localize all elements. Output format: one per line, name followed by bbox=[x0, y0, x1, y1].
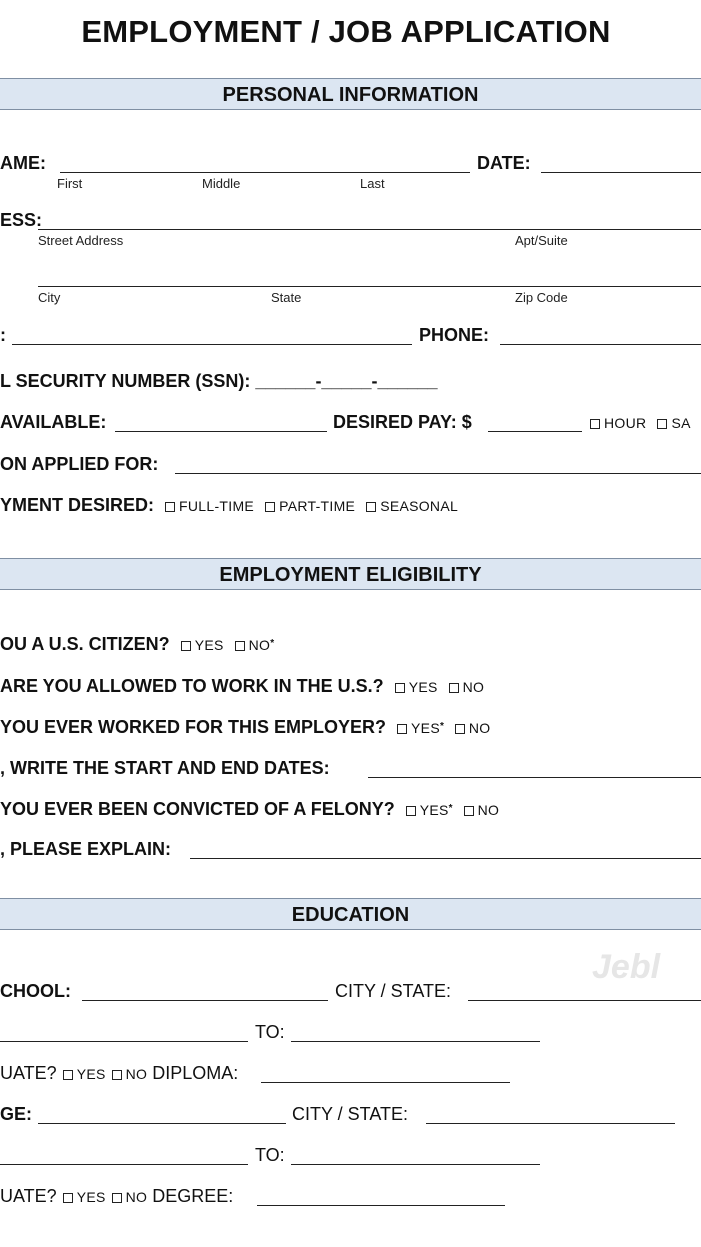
explain-label: , PLEASE EXPLAIN: bbox=[0, 839, 172, 859]
part-time-label: PART-TIME bbox=[279, 498, 356, 514]
city-caption: City bbox=[38, 290, 61, 305]
felony-question: YOU EVER BEEN CONVICTED OF A FELONY? bbox=[0, 799, 395, 819]
no-label: NO bbox=[468, 720, 491, 736]
no-label: NO bbox=[248, 637, 271, 653]
date-label: DATE: bbox=[477, 153, 531, 173]
school-graduate-yes-checkbox[interactable] bbox=[63, 1070, 73, 1080]
worked-no-checkbox[interactable] bbox=[455, 724, 465, 734]
part-time-checkbox[interactable] bbox=[265, 502, 275, 512]
allowed-question-row bbox=[0, 675, 484, 698]
college-from-field[interactable] bbox=[0, 1164, 248, 1165]
felony-question-row bbox=[0, 798, 499, 821]
date-available-field[interactable] bbox=[115, 431, 327, 432]
allowed-question: ARE YOU ALLOWED TO WORK IN THE U.S.? bbox=[0, 676, 384, 696]
asterisk: * bbox=[439, 721, 444, 732]
no-label: NO bbox=[462, 679, 485, 695]
college-graduate-row bbox=[0, 1185, 233, 1208]
diploma-field[interactable] bbox=[261, 1082, 510, 1083]
no-label: NO bbox=[125, 1066, 148, 1082]
high-school-field[interactable] bbox=[82, 1000, 328, 1001]
college-to-field[interactable] bbox=[291, 1164, 540, 1165]
school-graduate-row bbox=[0, 1062, 238, 1085]
ssn-field[interactable]: ______-_____-______ bbox=[255, 371, 438, 391]
salary-checkbox[interactable] bbox=[657, 419, 667, 429]
pay-period-options bbox=[584, 411, 691, 434]
hour-option-label: HOUR bbox=[604, 415, 647, 431]
yes-label: YES bbox=[194, 637, 224, 653]
name-last-caption: Last bbox=[360, 176, 385, 191]
dates-field[interactable] bbox=[368, 777, 701, 778]
citizen-no-checkbox[interactable] bbox=[235, 641, 245, 651]
city-state-zip-field[interactable] bbox=[38, 286, 701, 287]
yes-label: YES bbox=[408, 679, 438, 695]
section-header-eligibility: EMPLOYMENT ELIGIBILITY bbox=[0, 558, 701, 590]
seasonal-checkbox[interactable] bbox=[366, 502, 376, 512]
worked-question: YOU EVER WORKED FOR THIS EMPLOYER? bbox=[0, 717, 387, 737]
explain-field[interactable] bbox=[190, 858, 701, 859]
desired-pay-label: DESIRED PAY: $ bbox=[333, 412, 472, 432]
email-field[interactable] bbox=[12, 344, 412, 345]
dates-label: , WRITE THE START AND END DATES: bbox=[0, 758, 330, 778]
citizen-yes-checkbox[interactable] bbox=[181, 641, 191, 651]
degree-label: DEGREE: bbox=[152, 1186, 234, 1206]
ssn-label: L SECURITY NUMBER (SSN): ______-_____-______ bbox=[0, 371, 438, 391]
school-graduate-no-checkbox[interactable] bbox=[112, 1070, 122, 1080]
position-applied-label: ON APPLIED FOR: bbox=[0, 454, 159, 474]
school-city-state-field[interactable] bbox=[468, 1000, 701, 1001]
apt-suite-caption: Apt/Suite bbox=[515, 233, 568, 248]
date-field[interactable] bbox=[541, 172, 701, 173]
phone-label: PHONE: bbox=[419, 325, 490, 345]
college-city-state-field[interactable] bbox=[426, 1123, 675, 1124]
position-applied-field[interactable] bbox=[175, 473, 701, 474]
section-header-education: EDUCATION bbox=[0, 898, 701, 930]
section-header-personal: PERSONAL INFORMATION bbox=[0, 78, 701, 110]
hour-checkbox[interactable] bbox=[590, 419, 600, 429]
diploma-label: DIPLOMA: bbox=[152, 1063, 239, 1083]
citizen-question-row bbox=[0, 633, 274, 656]
felony-no-checkbox[interactable] bbox=[464, 806, 474, 816]
employment-desired-row bbox=[0, 494, 458, 517]
street-address-field[interactable] bbox=[38, 229, 701, 230]
allowed-no-checkbox[interactable] bbox=[449, 683, 459, 693]
worked-question-row bbox=[0, 716, 491, 739]
page-title: EMPLOYMENT / JOB APPLICATION bbox=[81, 14, 611, 49]
address-label: ESS: bbox=[0, 210, 43, 230]
college-to-label: TO: bbox=[255, 1145, 285, 1165]
seasonal-label: SEASONAL bbox=[380, 498, 459, 514]
employment-desired-label: YMENT DESIRED: bbox=[0, 495, 155, 515]
college-graduate-no-checkbox[interactable] bbox=[112, 1193, 122, 1203]
phone-field[interactable] bbox=[500, 344, 701, 345]
worked-yes-checkbox[interactable] bbox=[397, 724, 407, 734]
college-label: GE: bbox=[0, 1104, 33, 1124]
zip-code-caption: Zip Code bbox=[515, 290, 568, 305]
name-label: AME: bbox=[0, 153, 46, 173]
school-to-field[interactable] bbox=[291, 1041, 540, 1042]
yes-label: YES bbox=[76, 1066, 106, 1082]
watermark-logo: Jebl bbox=[592, 948, 661, 986]
school-from-field[interactable] bbox=[0, 1041, 248, 1042]
degree-field[interactable] bbox=[257, 1205, 505, 1206]
yes-label: YES bbox=[76, 1189, 106, 1205]
college-graduate-yes-checkbox[interactable] bbox=[63, 1193, 73, 1203]
yes-label: YES bbox=[411, 720, 440, 736]
street-address-caption: Street Address bbox=[38, 233, 124, 248]
salary-option-label: SA bbox=[671, 415, 691, 431]
school-to-label: TO: bbox=[255, 1022, 285, 1042]
felony-yes-checkbox[interactable] bbox=[406, 806, 416, 816]
name-field[interactable] bbox=[60, 172, 470, 173]
allowed-yes-checkbox[interactable] bbox=[395, 683, 405, 693]
high-school-label: CHOOL: bbox=[0, 981, 71, 1001]
citizen-question: OU A U.S. CITIZEN? bbox=[0, 634, 170, 654]
school-city-state-label: CITY / STATE: bbox=[335, 981, 452, 1001]
no-label: NO bbox=[125, 1189, 148, 1205]
asterisk: * bbox=[448, 803, 453, 814]
full-time-checkbox[interactable] bbox=[165, 502, 175, 512]
college-field[interactable] bbox=[38, 1123, 286, 1124]
no-label: NO bbox=[477, 802, 500, 818]
yes-label: YES bbox=[419, 802, 449, 818]
name-first-caption: First bbox=[57, 176, 83, 191]
school-graduate-label: UATE? bbox=[0, 1063, 57, 1083]
college-graduate-label: UATE? bbox=[0, 1186, 57, 1206]
college-city-state-label: CITY / STATE: bbox=[292, 1104, 409, 1124]
state-caption: State bbox=[271, 290, 302, 305]
desired-pay-field[interactable] bbox=[488, 431, 582, 432]
asterisk: * bbox=[270, 638, 275, 649]
full-time-label: FULL-TIME bbox=[179, 498, 255, 514]
email-label: : bbox=[0, 325, 6, 345]
date-available-label: AVAILABLE: bbox=[0, 412, 107, 432]
name-middle-caption: Middle bbox=[202, 176, 241, 191]
